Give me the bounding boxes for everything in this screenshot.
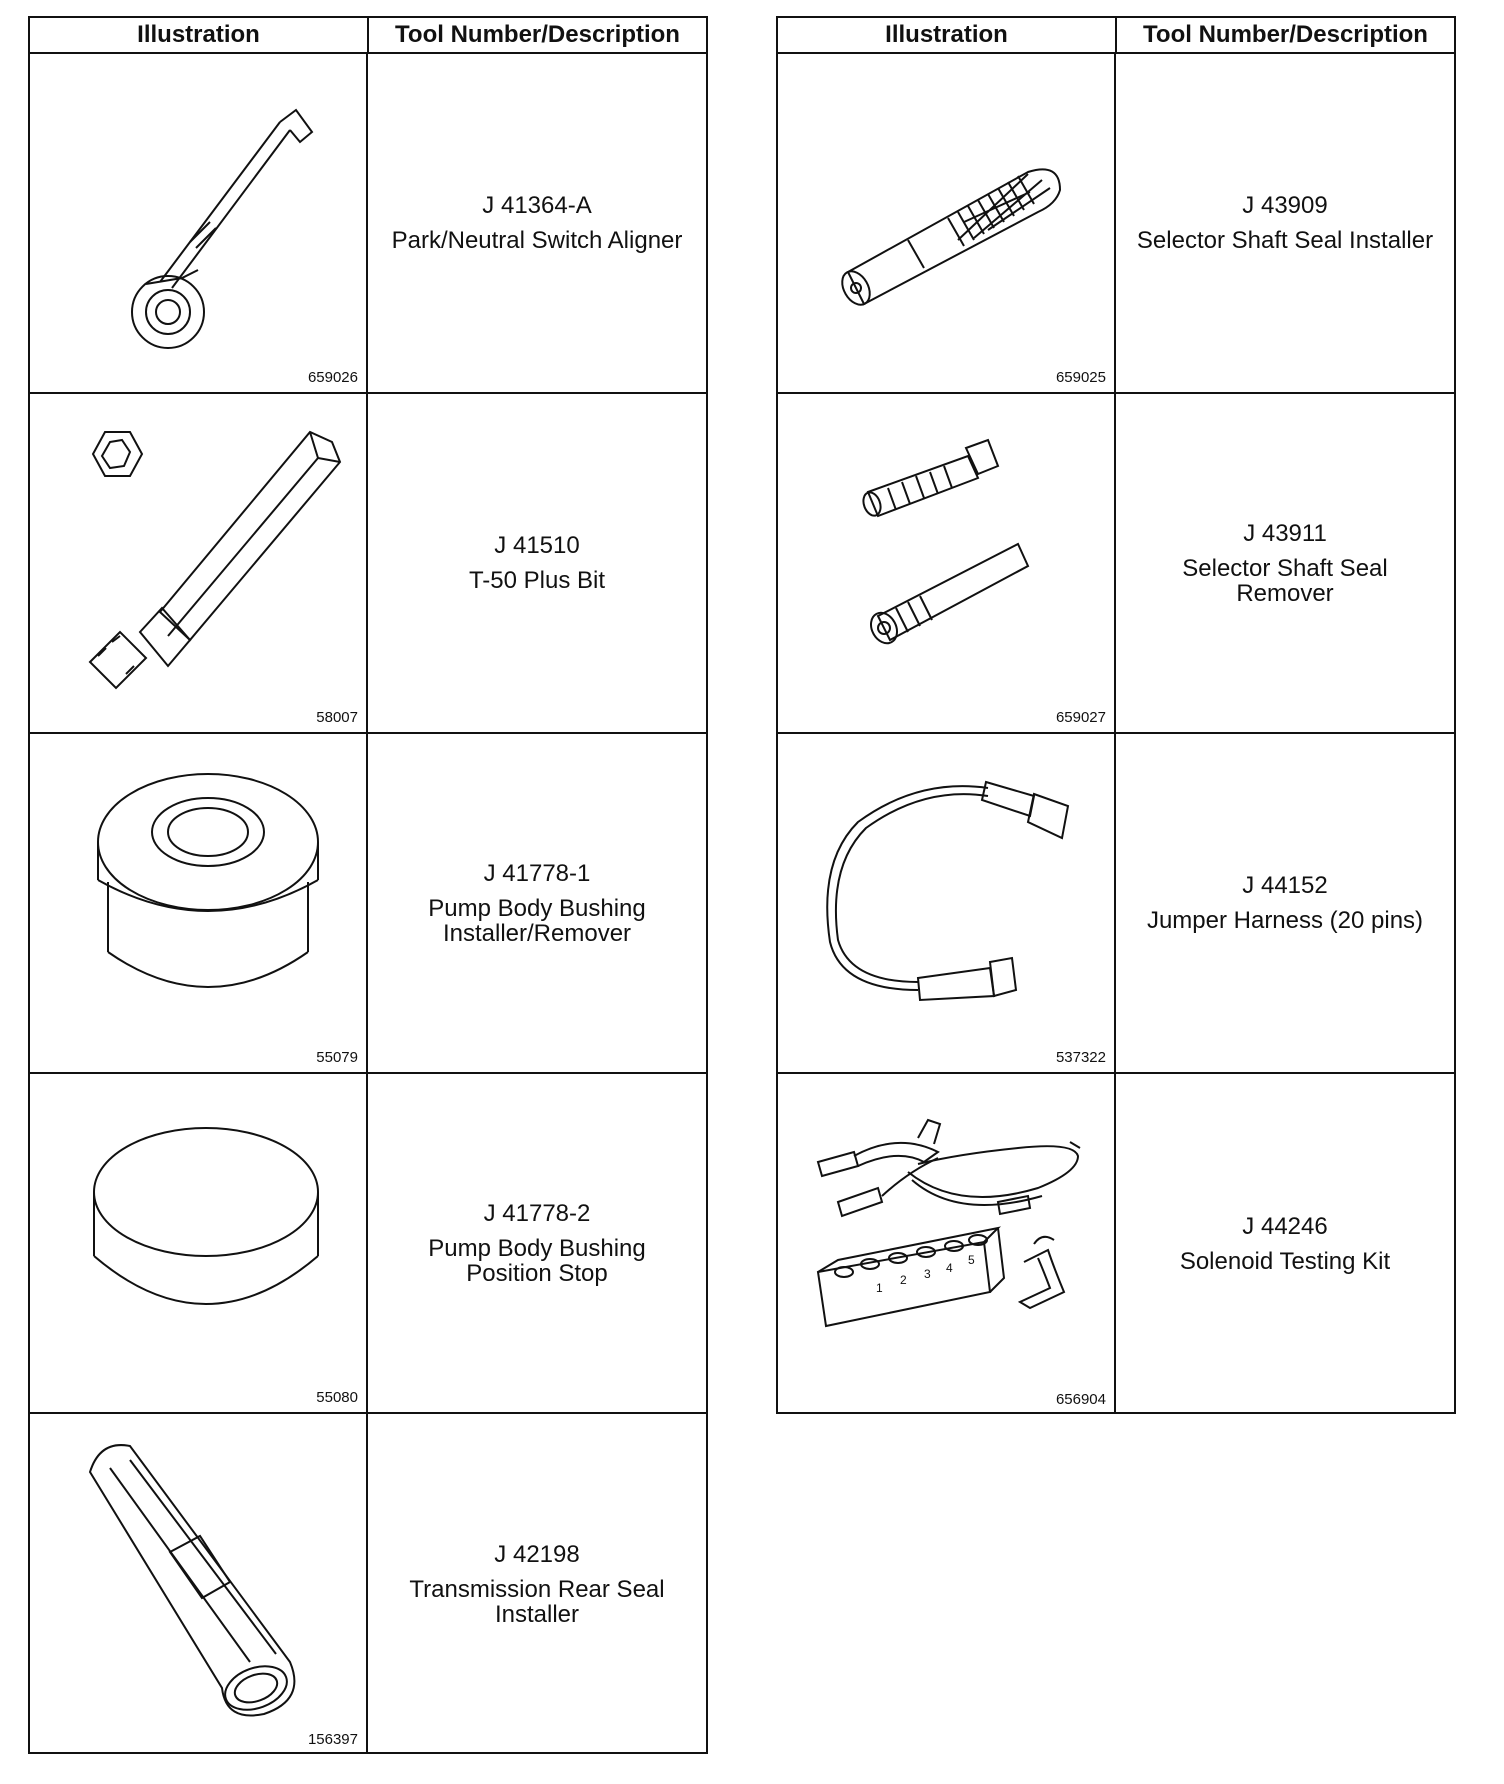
image-number: 656904 <box>1055 1391 1106 1408</box>
left-table-header <box>30 18 706 54</box>
tool-description: Selector Shaft Seal Installer <box>1136 227 1434 254</box>
tool-number: J 41778-1 <box>483 859 591 887</box>
tool-number: J 41778-2 <box>483 1199 591 1227</box>
tool-number: J 44246 <box>1242 1213 1328 1240</box>
description-header: Tool Number/Description <box>1143 21 1428 48</box>
right-tool-table <box>776 16 1456 1414</box>
illustration-cell <box>30 394 368 732</box>
selector-shaft-seal-installer-icon <box>798 72 1098 362</box>
tool-description-line-1: Selector Shaft Seal <box>1182 554 1388 582</box>
tool-row <box>778 734 1454 1074</box>
tool-description-line-2: Position Stop <box>466 1259 608 1287</box>
transmission-rear-seal-installer-icon <box>50 1432 350 1722</box>
image-number: 58007 <box>316 709 358 726</box>
tool-number: J 42198 <box>494 1540 580 1568</box>
tool-number: J 43909 <box>1242 192 1328 219</box>
illustration-cell <box>778 54 1116 392</box>
park-neutral-switch-aligner-icon <box>50 72 350 362</box>
block-label-1: 1 <box>876 1281 883 1295</box>
tool-row <box>30 1414 706 1754</box>
image-number: 55079 <box>316 1049 358 1066</box>
tool-number: J 41364-A <box>482 192 592 219</box>
image-number: 659025 <box>1055 369 1106 386</box>
description-cell <box>368 1074 706 1412</box>
illustration-cell <box>30 734 368 1072</box>
block-label-5: 5 <box>968 1253 975 1267</box>
tool-row <box>30 54 706 394</box>
illustration-cell <box>30 1074 368 1412</box>
tool-description-line-1: Transmission Rear Seal <box>409 1575 665 1603</box>
tool-row <box>30 394 706 734</box>
illustration-cell <box>778 394 1116 732</box>
t50-plus-bit-icon <box>50 412 350 702</box>
left-tool-table <box>28 16 708 1754</box>
illustration-cell <box>30 54 368 392</box>
description-cell <box>368 54 706 392</box>
tool-row <box>30 734 706 1074</box>
description-cell <box>368 734 706 1072</box>
image-number: 659026 <box>307 369 358 386</box>
solenoid-testing-kit-icon <box>798 1092 1098 1382</box>
image-number: 537322 <box>1055 1049 1106 1066</box>
tool-description-line-2: Installer <box>494 1600 580 1628</box>
tool-number: J 43911 <box>1243 519 1327 547</box>
tool-row <box>778 1074 1454 1414</box>
tool-description: Jumper Harness (20 pins) <box>1146 907 1424 934</box>
tool-description-line-1: Pump Body Bushing <box>428 1234 646 1262</box>
description-cell <box>1116 54 1454 392</box>
tool-description-line-2: Installer/Remover <box>442 919 632 947</box>
description-cell <box>368 394 706 732</box>
selector-shaft-seal-remover-icon <box>798 412 1098 702</box>
illustration-header: Illustration <box>778 18 1117 52</box>
illustration-header: Illustration <box>30 18 369 52</box>
tool-description-line-1: Pump Body Bushing <box>428 894 646 922</box>
description-cell <box>368 1414 706 1754</box>
tool-description: T-50 Plus Bit <box>468 567 606 594</box>
tool-number: J 44152 <box>1242 872 1328 899</box>
tool-description: Park/Neutral Switch Aligner <box>391 227 683 254</box>
pump-body-bushing-position-stop-icon <box>50 1092 350 1382</box>
illustration-cell <box>30 1414 368 1754</box>
illustration-cell <box>778 734 1116 1072</box>
tool-row <box>778 54 1454 394</box>
jumper-harness-icon <box>798 752 1098 1042</box>
image-number: 659027 <box>1055 709 1106 726</box>
tool-row <box>778 394 1454 734</box>
illustration-cell <box>778 1074 1116 1414</box>
image-number: 156397 <box>307 1731 358 1748</box>
pump-body-bushing-installer-icon <box>50 752 350 1042</box>
description-cell <box>1116 394 1454 732</box>
description-cell <box>1116 734 1454 1072</box>
right-table-header <box>778 18 1454 54</box>
tool-description-line-2: Remover <box>1236 579 1334 607</box>
tool-row <box>30 1074 706 1414</box>
description-cell <box>1116 1074 1454 1414</box>
block-label-2: 2 <box>900 1273 907 1287</box>
tool-number: J 41510 <box>494 532 580 559</box>
block-label-3: 3 <box>924 1267 931 1281</box>
description-header: Tool Number/Description <box>395 21 680 48</box>
block-label-4: 4 <box>946 1261 953 1275</box>
tool-description: Solenoid Testing Kit <box>1179 1248 1391 1275</box>
image-number: 55080 <box>316 1389 358 1406</box>
